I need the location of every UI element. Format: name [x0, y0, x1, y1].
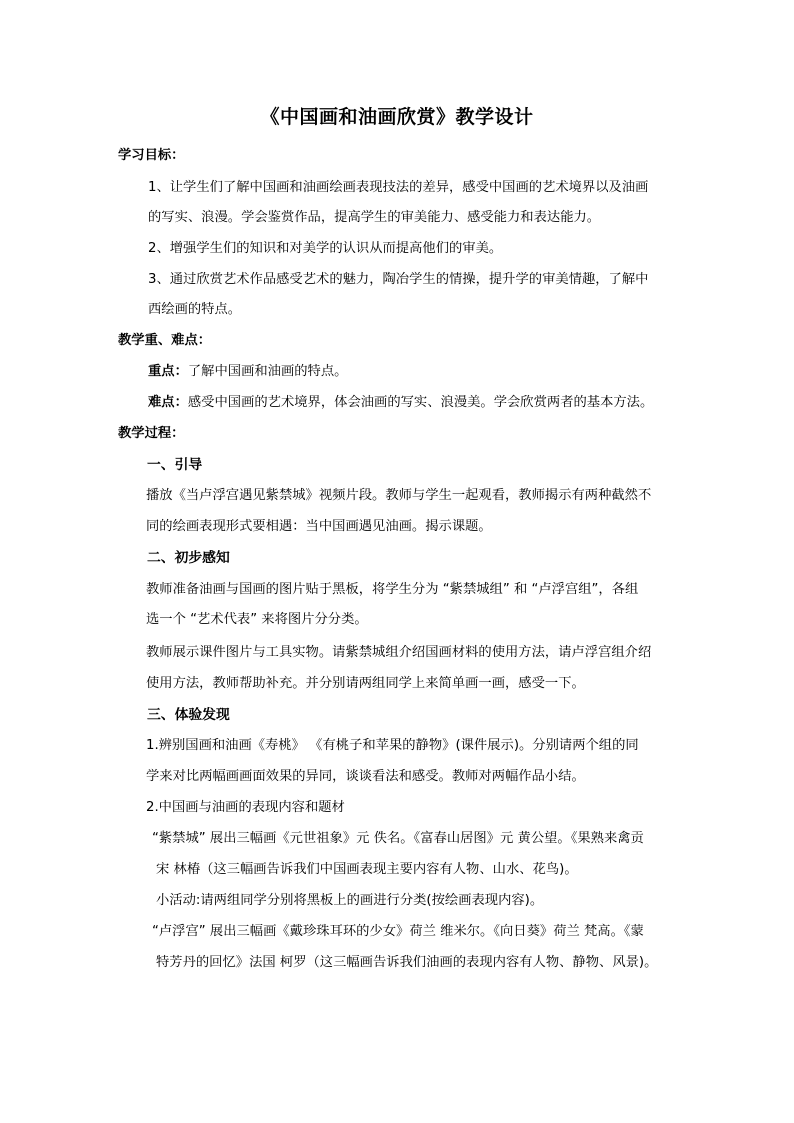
difficulty-text: 感受中国画的艺术境界，体会油画的写实、浪漫美。学会欣赏两者的基本方法。	[187, 395, 654, 410]
focus-text: 了解中国画和油画的特点。	[187, 364, 348, 379]
section-3-line-8: 特芳丹的回忆》法国 柯罗（这三幅画告诉我们油画的表现内容有人物、静物、风景)。	[156, 955, 658, 970]
focus-point	[148, 362, 347, 382]
section-3-heading: 三、体验发现	[147, 707, 230, 723]
process-heading: 教学过程：	[118, 426, 185, 441]
section-1-heading: 一、引导	[147, 457, 203, 473]
section-3-line-2: 学来对比两幅画画面效果的异同，谈谈看法和感受。教师对两幅作品小结。	[146, 769, 585, 784]
section-1-line-1: 播放《当卢浮宫遇见紫禁城》视频片段。教师与学生一起观看，教师揭示有两种截然不	[146, 488, 652, 503]
section-2-line-4: 使用方法，教师帮助补充。并分别请两组同学上来简单画一画，感受一下。	[146, 676, 585, 691]
objectives-heading: 学习目标：	[118, 148, 185, 163]
key-points-heading: 教学重、难点：	[118, 333, 212, 348]
section-2-line-2: 选一个 “艺术代表” 来将图片分分类。	[146, 612, 368, 627]
section-2-line-1: 教师准备油画与国画的图片贴于黑板，将学生分为 “紫禁城组” 和 “卢浮宫组”，各组	[146, 582, 639, 597]
section-3-line-4: “紫禁城” 展出三幅画《元世祖象》元 佚名。《富春山居图》元 黄公望。《果熟来禽贡	[152, 831, 644, 846]
section-3-line-6: 小活动:请两组同学分别将黑板上的画进行分类(按绘画表现内容)。	[156, 893, 544, 908]
objective-1-line-1: 1、让学生们了解中国画和油画绘画表现技法的差异，感受中国画的艺术境界以及油画	[148, 180, 649, 195]
section-2-heading: 二、初步感知	[147, 550, 230, 566]
difficulty-label: 难点：	[148, 395, 188, 410]
objective-3-line-1: 3、通过欣赏艺术作品感受艺术的魅力，陶冶学生的情操，提升学的审美情趣，了解中	[148, 272, 649, 287]
focus-label: 重点：	[148, 364, 188, 379]
difficulty-point	[148, 393, 653, 413]
objective-3-line-2: 西绘画的特点。	[148, 302, 242, 317]
objective-2: 2、增强学生们的知识和对美学的认识从而提高他们的审美。	[148, 241, 503, 256]
section-2-line-3: 教师展示课件图片与工具实物。请紫禁城组介绍国画材料的使用方法，请卢浮宫组介绍	[146, 645, 652, 660]
document-title: 《中国画和油画欣赏》教学设计	[260, 106, 534, 128]
section-3-line-3: 2.中国画与油画的表现内容和题材	[146, 800, 345, 815]
section-3-line-7: “卢浮宫” 展出三幅画《戴珍珠耳环的少女》荷兰 维米尔。《向日葵》荷兰 梵高。《蒙	[152, 924, 644, 939]
section-1-line-2: 同的绘画表现形式要相遇：当中国画遇见油画。揭示课题。	[146, 519, 492, 534]
section-3-line-1: 1.辨别国画和油画《寿桃》 《有桃子和苹果的静物》(课件展示)。分别请两个组的同	[146, 738, 639, 753]
objective-1-line-2: 的写实、浪漫。学会鉴赏作品，提高学生的审美能力、感受能力和表达能力。	[148, 210, 601, 225]
section-3-line-5: 宋 林椿（这三幅画告诉我们中国画表现主要内容有人物、山水、花鸟)。	[156, 862, 578, 877]
